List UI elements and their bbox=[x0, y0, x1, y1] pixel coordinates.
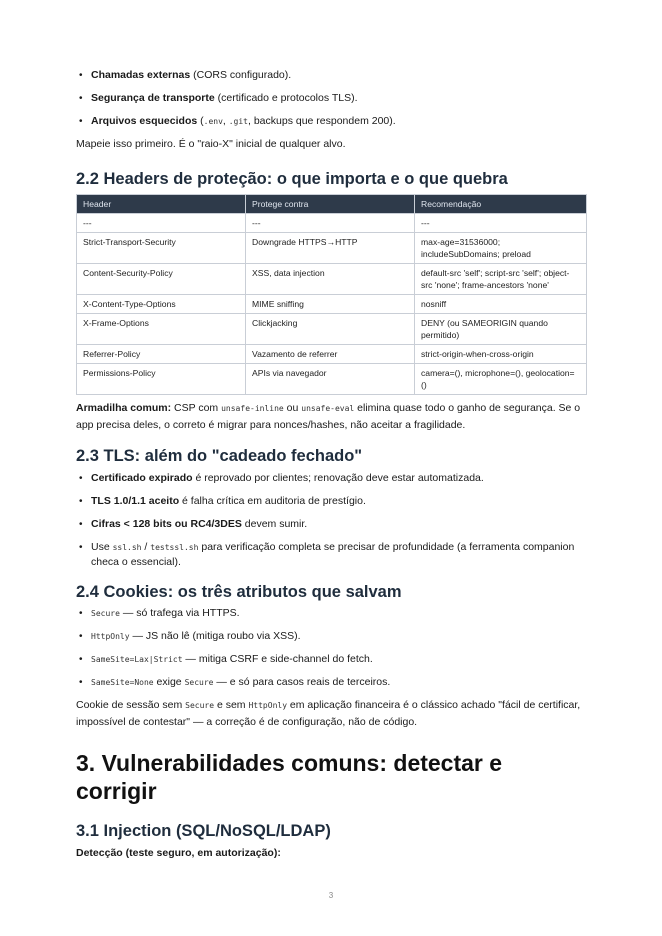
inline-code: SameSite=Lax|Strict bbox=[91, 655, 183, 664]
inline-code: Secure bbox=[184, 678, 214, 687]
list-item bbox=[76, 629, 586, 644]
inline-code: .env bbox=[203, 117, 223, 126]
cookie-paragraph bbox=[76, 697, 586, 730]
headers-table bbox=[76, 194, 587, 395]
table-cell: DENY (ou SAMEORIGIN quando permitido) bbox=[415, 314, 587, 345]
list-item-text: ( bbox=[197, 115, 204, 127]
table-cell: Permissions-Policy bbox=[77, 364, 246, 395]
paragraph-text: Cookie de sessão sem bbox=[76, 699, 186, 711]
table-cell: default-src 'self'; script-src 'self'; object-src 'none'; frame-ancestors 'none' bbox=[415, 264, 587, 295]
list-item-text: — JS não lê (mitiga roubo via XSS). bbox=[129, 630, 301, 642]
list-item bbox=[76, 471, 586, 486]
inline-code: Secure bbox=[91, 609, 120, 618]
table-cell: Clickjacking bbox=[246, 314, 415, 345]
list-item-text: , backups que respondem 200). bbox=[248, 115, 396, 127]
list-item bbox=[76, 517, 586, 532]
table-cell: X-Content-Type-Options bbox=[77, 295, 246, 314]
list-item bbox=[76, 606, 586, 621]
page-number: 3 bbox=[328, 891, 334, 900]
list-item-text: Use bbox=[91, 541, 113, 553]
list-item-text: é falha crítica em auditoria de prestígio. bbox=[179, 495, 366, 507]
inline-code: unsafe-eval bbox=[301, 404, 355, 413]
list-item-text: / bbox=[141, 541, 151, 553]
paragraph-text: em aplicação financeira é o clássico achado "fácil de certificar, impossível de contestar" — a correção é de configuração, não de código. bbox=[76, 699, 581, 728]
table-cell: --- bbox=[415, 214, 587, 233]
table-row bbox=[77, 214, 587, 233]
note-text: elimina quase todo o ganho de segurança. Se o app precisa deles, o correto é migrar para nonces/hashes, não aceitar a fragilidade. bbox=[76, 402, 581, 431]
list-item-text: — e só para casos reais de terceiros. bbox=[213, 676, 391, 688]
table-cell: --- bbox=[246, 214, 415, 233]
list-item-text: — só trafega via HTTPS. bbox=[119, 607, 240, 619]
list-item bbox=[76, 494, 586, 509]
table-cell: max-age=31536000; includeSubDomains; preload bbox=[415, 233, 587, 264]
list-item-text: — mitiga CSRF e side-channel do fetch. bbox=[182, 653, 373, 665]
list-item-text: é reprovado por clientes; renovação deve estar automatizada. bbox=[192, 472, 484, 484]
section-heading-2-3: 2.3 TLS: além do "cadeado fechado" bbox=[76, 447, 363, 465]
list-item bbox=[76, 652, 586, 667]
detection-label bbox=[76, 845, 586, 861]
list-item-text: (CORS configurado). bbox=[190, 69, 292, 81]
intro-paragraph: Mapeie isso primeiro. É o "raio-X" inicial de qualquer alvo. bbox=[76, 138, 346, 150]
table-row bbox=[77, 314, 587, 345]
table-row bbox=[77, 295, 587, 314]
table-cell: strict-origin-when-cross-origin bbox=[415, 345, 587, 364]
column-header: Header bbox=[77, 195, 246, 214]
list-item bbox=[76, 91, 586, 106]
table-cell: Strict-Transport-Security bbox=[77, 233, 246, 264]
tls-bullet-list bbox=[76, 471, 586, 570]
intro-bullet-list bbox=[76, 68, 586, 129]
table-row bbox=[77, 364, 587, 395]
table-cell: --- bbox=[77, 214, 246, 233]
inline-code: unsafe-inline bbox=[221, 404, 284, 413]
inline-code: .git bbox=[228, 117, 248, 126]
table-row bbox=[77, 345, 587, 364]
paragraph-text: e sem bbox=[214, 699, 249, 711]
pitfall-note bbox=[76, 400, 586, 433]
inline-code: HttpOnly bbox=[248, 701, 288, 710]
inline-code: SameSite=None bbox=[91, 678, 154, 687]
list-item-text: devem sumir. bbox=[241, 518, 308, 530]
table-row bbox=[77, 233, 587, 264]
table-cell: APIs via navegador bbox=[246, 364, 415, 395]
list-item bbox=[76, 68, 586, 83]
list-item bbox=[76, 540, 586, 570]
inline-code: testssl.sh bbox=[150, 543, 199, 552]
bold-term: Certificado expirado bbox=[91, 472, 193, 484]
section-heading-2-4: 2.4 Cookies: os três atributos que salvam bbox=[76, 583, 402, 601]
bold-term: Armadilha comum: bbox=[76, 402, 172, 414]
table-cell: Downgrade HTTPS→HTTP bbox=[246, 233, 415, 264]
cookie-bullet-list bbox=[76, 606, 586, 690]
table-cell: Content-Security-Policy bbox=[77, 264, 246, 295]
table-cell: Referrer-Policy bbox=[77, 345, 246, 364]
chapter-heading-3: 3. Vulnerabilidades comuns: detectar e corrigir bbox=[76, 750, 503, 804]
note-text: ou bbox=[283, 402, 302, 414]
bold-term: Chamadas externas bbox=[91, 69, 191, 81]
inline-code: HttpOnly bbox=[91, 632, 130, 641]
table-row bbox=[77, 264, 587, 295]
column-header: Protege contra bbox=[246, 195, 415, 214]
table-header-row bbox=[77, 195, 587, 214]
list-item-text: para verificação completa se precisar de profundidade (a ferramenta companion checa o essencial). bbox=[91, 541, 575, 568]
table-cell: nosniff bbox=[415, 295, 587, 314]
document-page bbox=[76, 64, 586, 861]
list-item-text: exige bbox=[153, 676, 185, 688]
table-cell: X-Frame-Options bbox=[77, 314, 246, 345]
bold-term: Cifras < 128 bits ou RC4/3DES bbox=[91, 518, 242, 530]
inline-code: ssl.sh bbox=[112, 543, 142, 552]
bold-term: TLS 1.0/1.1 aceito bbox=[91, 495, 180, 507]
list-item bbox=[76, 675, 586, 690]
bold-term: Segurança de transporte bbox=[91, 92, 215, 104]
bold-term: Detecção (teste seguro, em autorização): bbox=[76, 847, 281, 859]
table-cell: MIME sniffing bbox=[246, 295, 415, 314]
list-item-text: (certificado e protocolos TLS). bbox=[214, 92, 358, 104]
column-header: Recomendação bbox=[415, 195, 587, 214]
list-item bbox=[76, 114, 586, 129]
table-cell: camera=(), microphone=(), geolocation=() bbox=[415, 364, 587, 395]
table-cell: XSS, data injection bbox=[246, 264, 415, 295]
note-text: CSP com bbox=[171, 402, 222, 414]
bold-term: Arquivos esquecidos bbox=[91, 115, 198, 127]
section-heading-2-2: 2.2 Headers de proteção: o que importa e o que quebra bbox=[76, 170, 508, 188]
list-item-text: , bbox=[222, 115, 229, 127]
section-heading-3-1: 3.1 Injection (SQL/NoSQL/LDAP) bbox=[76, 822, 331, 840]
table-cell: Vazamento de referrer bbox=[246, 345, 415, 364]
inline-code: Secure bbox=[185, 701, 215, 710]
